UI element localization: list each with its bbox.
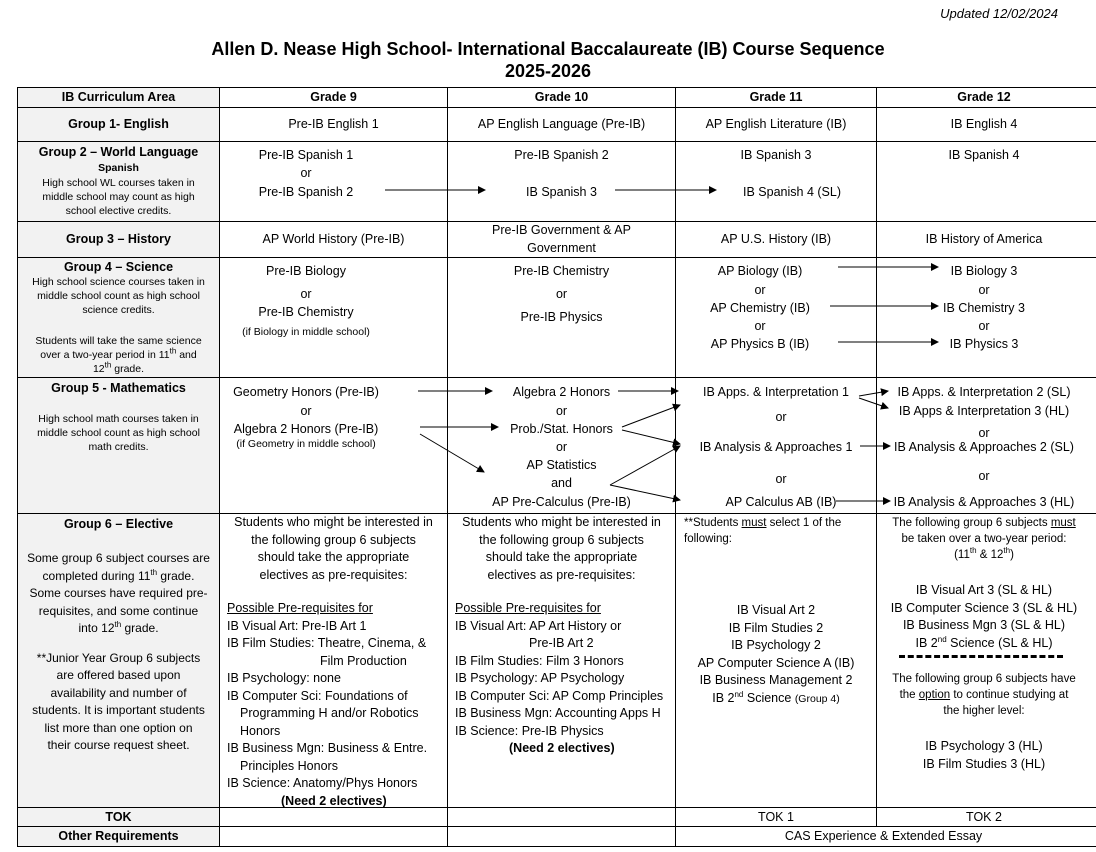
header-grade11: Grade 11 xyxy=(676,88,877,108)
group1-grade11: AP English Literature (IB) xyxy=(676,108,877,142)
group5-label: Group 5 - Mathematics High school math courses taken in middle school count as high school math credits. xyxy=(18,378,220,514)
group3-grade11: AP U.S. History (IB) xyxy=(676,222,877,258)
group2-label: Group 2 – World Language Spanish High school WL courses taken in middle school may count as high school elective credits. xyxy=(18,142,220,222)
other-label: Other Requirements xyxy=(18,827,220,847)
group4-grade9: Pre-IB Biology or Pre-IB Chemistry (if Biology in middle school) xyxy=(220,258,448,378)
arrow xyxy=(610,485,680,500)
group1-grade12: IB English 4 xyxy=(877,108,1096,142)
arrow xyxy=(859,391,888,396)
header-grade10: Grade 10 xyxy=(448,88,676,108)
group1-grade10: AP English Language (Pre-IB) xyxy=(448,108,676,142)
group5-grade9: Geometry Honors (Pre-IB) or Algebra 2 Honors (Pre-IB) (if Geometry in middle school) xyxy=(220,378,448,514)
group4-grade12: IB Biology 3 or IB Chemistry 3 or IB Physics 3 xyxy=(877,258,1096,378)
group4-grade10: Pre-IB Chemistry or Pre-IB Physics xyxy=(448,258,676,378)
group1-label: Group 1- English xyxy=(18,108,220,142)
other-value: CAS Experience & Extended Essay xyxy=(676,827,1096,847)
group6-grade12: The following group 6 subjects must be taken over a two-year period: (11th & 12th) IB Visual Art 3 (SL & HL) IB Computer Science 3 (SL & HL) IB Business Mgn 3 (SL & HL) IB 2nd Science (SL & HL) The following group 6 subjects have the option to continue studying at the higher level: IB Psychology 3 (HL) IB Film Studies 3 (HL) xyxy=(877,514,1096,808)
header-grade9: Grade 9 xyxy=(220,88,448,108)
tok-label: TOK xyxy=(18,808,220,827)
group6-grade10: Students who might be interested in the following group 6 subjects should take the appropriate electives as pre-requisites: Possible Pre-requisites for IB Visual Art: AP Art History or Pre-IB Art 2 IB Film Studies: Film 3 Honors IB Psychology: AP Psychology IB Computer Sci: AP Comp Principles IB Business Mgn: Accounting Apps H IB Science: Pre-IB Physics (Need 2 electives) xyxy=(448,514,676,808)
group4-label: Group 4 – Science High school science courses taken in middle school count as high school science credits. Students will take the same science over a two-year period in 11th and 12th grade. xyxy=(18,258,220,378)
arrow xyxy=(622,430,680,444)
updated-date: Updated 12/02/2024 xyxy=(940,6,1058,21)
group2-grade11: IB Spanish 3 IB Spanish 4 (SL) xyxy=(676,142,877,222)
group3-label: Group 3 – History xyxy=(18,222,220,258)
group5-grade12: IB Apps. & Interpretation 2 (SL) IB Apps & Interpretation 3 (HL) or IB Analysis & Approaches 2 (SL) or IB Analysis & Approaches 3 (HL) xyxy=(877,378,1096,514)
group2-grade9: Pre-IB Spanish 1 or Pre-IB Spanish 2 xyxy=(220,142,448,222)
group6-label: Group 6 – Elective Some group 6 subject courses are completed during 11th grade. Some courses have required pre- requisites, and some continue into 12th grade. **Junior Year Group 6 subjects are offered based upon availability and number of students. It is important students list more than one option on their course request sheet. xyxy=(18,514,220,808)
group3-grade12: IB History of America xyxy=(877,222,1096,258)
arrow xyxy=(622,405,680,427)
page-title: Allen D. Nease High School- International Baccalaureate (IB) Course Sequence 2025-2026 xyxy=(211,39,885,81)
header-area: IB Curriculum Area xyxy=(18,88,220,108)
group5-grade11: IB Apps. & Interpretation 1 or IB Analysis & Approaches 1 or AP Calculus AB (IB) xyxy=(676,378,877,514)
tok-grade12: TOK 2 xyxy=(877,808,1096,827)
group6-grade11: **Students must select 1 of the following: IB Visual Art 2 IB Film Studies 2 IB Psychology 2 AP Computer Science A (IB) IB Business Management 2 IB 2nd Science (Group 4) xyxy=(676,514,877,808)
group2-grade10: Pre-IB Spanish 2 IB Spanish 3 xyxy=(448,142,676,222)
group3-grade10: Pre-IB Government & AP Government xyxy=(448,222,676,258)
group3-grade9: AP World History (Pre-IB) xyxy=(220,222,448,258)
group5-grade10: Algebra 2 Honors or Prob./Stat. Honors or AP Statistics and AP Pre-Calculus (Pre-IB) xyxy=(448,378,676,514)
group2-grade12: IB Spanish 4 xyxy=(877,142,1096,222)
group4-grade11: AP Biology (IB) or AP Chemistry (IB) or AP Physics B (IB) xyxy=(676,258,877,378)
group6-grade9: Students who might be interested in the following group 6 subjects should take the appropriate electives as pre-requisites: Possible Pre-requisites for IB Visual Art: Pre-IB Art 1 IB Film Studies: Theatre, Cinema, & Film Production IB Psychology: none IB Computer Sci: Foundations of Programming H and/or Robotics Honors IB Business Mgn: Business & Entre. Principles Honors IB Science: Anatomy/Phys Honors (Need 2 electives) xyxy=(220,514,448,808)
arrow xyxy=(859,398,888,408)
arrow xyxy=(420,434,484,472)
header-grade12: Grade 12 xyxy=(877,88,1096,108)
group1-grade9: Pre-IB English 1 xyxy=(220,108,448,142)
tok-grade11: TOK 1 xyxy=(676,808,877,827)
arrow xyxy=(610,446,680,485)
